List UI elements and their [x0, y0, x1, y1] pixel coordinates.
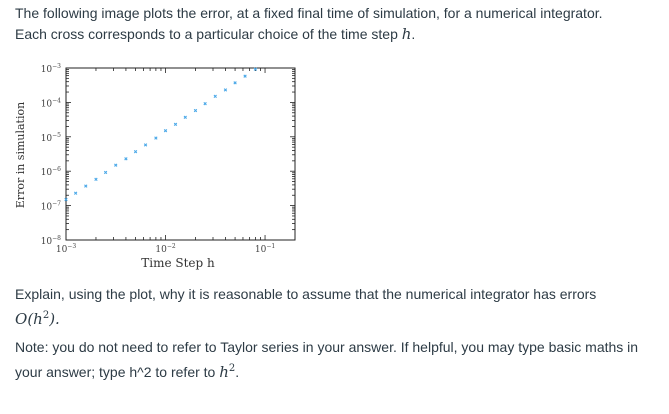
data-point [144, 144, 147, 147]
data-point [104, 171, 107, 174]
note-text [15, 337, 660, 383]
y-tick-label: $10^{-6}$ [40, 166, 61, 179]
intro-text [15, 3, 660, 45]
note-line-2 [15, 358, 660, 383]
y-tick-labels [41, 63, 61, 247]
big-o-exponent: 2 [42, 310, 50, 321]
intro-line-2-suffix: . [411, 26, 416, 42]
big-o-symbol: O [15, 310, 28, 328]
x-tick-label: $10^{-2}$ [155, 243, 176, 255]
plot-frame [66, 68, 295, 240]
data-point [234, 82, 237, 85]
data-point [125, 157, 128, 160]
intro-line-2 [15, 24, 660, 45]
data-point [164, 129, 167, 132]
x-axis-label: Time Step h [141, 256, 215, 270]
big-o-open: (h [27, 310, 43, 328]
y-tick-label: $10^{-3}$ [40, 63, 61, 75]
note-line-2-prefix: your answer; type h^2 to refer to [15, 364, 220, 380]
intro-line-1: The following image plots the error, at a fixed final time of simulation, for a numerical integrator. [15, 5, 603, 21]
data-point [95, 178, 98, 181]
y-tick-label: $10^{-8}$ [40, 235, 61, 247]
note-h-squared-math [219, 363, 235, 381]
data-point [84, 185, 87, 188]
intro-line-2-prefix: Each cross corresponds to a particular choice of the time step [15, 26, 402, 42]
y-axis-label: Error in simulation [14, 101, 27, 209]
question-line-1: Explain, using the plot, why it is reasonable to assume that the numerical integrator has errors [15, 286, 597, 302]
data-point [174, 123, 177, 126]
big-o-close: ). [49, 310, 60, 328]
intro-h-math: h [401, 25, 412, 43]
big-o-math [15, 310, 60, 328]
data-point [214, 95, 217, 98]
x-tick-label: $10^{-1}$ [254, 243, 276, 255]
data-point [184, 116, 187, 119]
tick-marks [66, 68, 295, 240]
y-tick-label: $10^{-7}$ [40, 200, 61, 213]
data-point [134, 150, 137, 153]
note-exponent: 2 [228, 363, 236, 374]
question-line-2 [15, 305, 660, 330]
x-tick-labels [56, 243, 275, 255]
y-tick-label: $10^{-5}$ [40, 131, 61, 144]
data-markers [65, 68, 257, 201]
data-point [155, 137, 158, 140]
error-plot [0, 55, 330, 280]
data-point [114, 164, 117, 167]
data-point [204, 102, 207, 105]
data-point [74, 192, 77, 195]
y-tick-label: $10^{-4}$ [40, 97, 61, 110]
question-text [15, 284, 660, 330]
note-line-1: Note: you do not need to refer to Taylor series in your answer. If helpful, you may type basic maths in [15, 339, 639, 355]
data-point [224, 89, 227, 92]
note-line-2-suffix: . [235, 364, 240, 380]
note-h: h [219, 363, 229, 381]
error-plot-figure [0, 55, 330, 280]
data-point [244, 75, 247, 78]
x-tick-label: $10^{-3}$ [55, 243, 77, 255]
data-point [194, 109, 197, 112]
